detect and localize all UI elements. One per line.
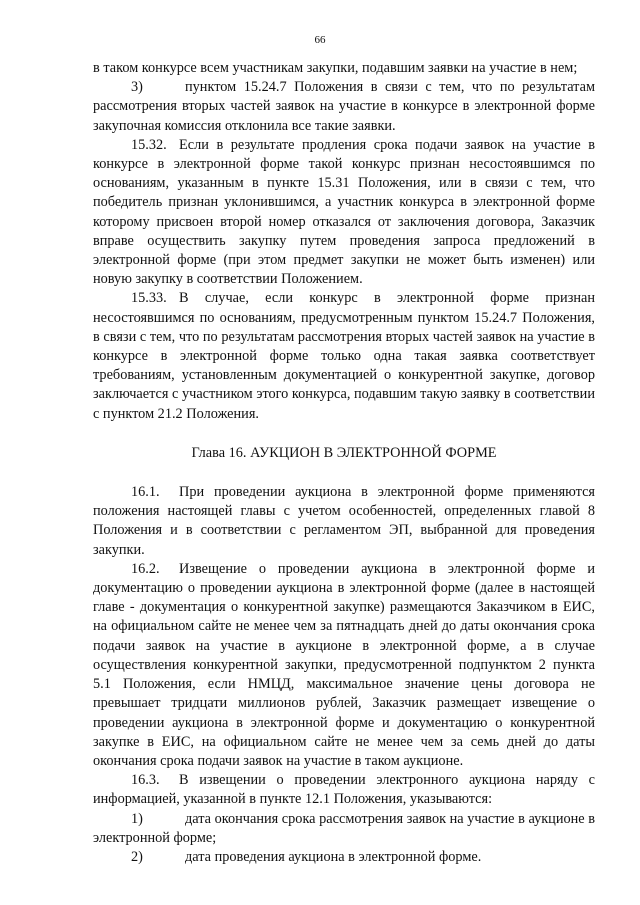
list-item-number: 1) xyxy=(131,810,143,827)
list-item-text: пунктом 15.24.7 Положения в связи с тем, что по результатам рассмотрения вторых частей заявок на участие в конкурсе в электронной форме закупочная комиссия отклонила все такие заявки. xyxy=(93,79,595,134)
paragraph-number: 16.3. xyxy=(131,772,160,789)
paragraph-number: 16.1. xyxy=(131,484,160,501)
paragraph-16-3 xyxy=(93,771,595,809)
paragraph-text: В извещении о проведении электронного аукциона наряду с информацией, указанной в пункте 12.1 Положения, указываются: xyxy=(93,772,595,808)
chapter-title: Глава 16. АУКЦИОН В ЭЛЕКТРОННОЙ ФОРМЕ xyxy=(191,444,497,461)
list-item-2 xyxy=(93,848,595,867)
paragraph-15-33 xyxy=(93,289,595,423)
paragraph-number: 15.33. xyxy=(131,290,167,307)
paragraph-text: При проведении аукциона в электронной форме применяются положения настоящей главы с учетом особенностей, определенных главой 8 Положения и в соответствии с регламентом ЭП, выбранной для проведения закупки. xyxy=(93,484,595,558)
paragraph-number: 16.2. xyxy=(131,560,160,577)
paragraph-15-32 xyxy=(93,136,595,290)
list-item-number: 2) xyxy=(131,848,143,865)
list-item-text: дата проведения аукциона в электронной форме. xyxy=(185,848,482,865)
paragraph-16-2 xyxy=(93,560,595,771)
list-item-1 xyxy=(93,810,595,848)
list-item-number: 3) xyxy=(131,79,143,96)
document-body xyxy=(93,59,595,867)
list-item-3 xyxy=(93,78,595,136)
paragraph-text: Извещение о проведении аукциона в электронной форме и документацию о проведении аукциона в электронной форме (далее в настоящей главе - документация о конкурентной закупке) размещаются Заказчиком в ЕИС, на официальном сайте не менее чем за пятнадцать дней до даты окончания срока подачи заявок на участие в аукционе в электронной форме, а в случае осуществления конкурентной закупки, предусмотренной подпунктом 2 пункта 5.1 Положения, если НМЦД, максимальное значение цены договора не превышает тридцати миллионов рублей, Заказчик размещает извещение о проведении аукциона в электронной форме и документацию о конкурентной закупке в ЕИС, на официальном сайте не менее чем за семь дней до даты окончания срока подачи заявок на участие в таком аукционе. xyxy=(93,560,595,769)
paragraph-text: Если в результате продления срока подачи заявок на участие в конкурсе в электронной форме такой конкурс признан несостоявшимся по основаниям, указанным в пункте 15.31 Положения, или в связи с тем, что победитель признан уклонившимся, а участник конкурса в электронной форме которому присвоен второй номер отказался от заключения договора, Заказчик вправе осуществить закупку путем проведения запроса предложений в электронной форме (при этом предмет закупки не может быть изменен) или новую закупку в соответствии Положением. xyxy=(93,136,595,288)
list-item-text: дата окончания срока рассмотрения заявок на участие в аукционе в электронной форме; xyxy=(93,810,595,846)
paragraph-text: В случае, если конкурс в электронной форме признан несостоявшимся по основаниям, предусмотренным пунктом 15.24.7 Положения, в связи с тем, что по результатам рассмотрения вторых частей заявок на участие в конкурсе в электронной форме только одна такая заявка соответствует требованиям, установленным документацией о конкурентной закупке, договор заключается с участником этого конкурса, подавшим такую заявку в соответствии с пунктом 21.2 Положения. xyxy=(93,290,595,422)
paragraph-continuation: в таком конкурсе всем участникам закупки, подавшим заявки на участие в нем; xyxy=(93,60,578,76)
page-number: 66 xyxy=(314,34,326,46)
paragraph-number: 15.32. xyxy=(131,136,167,153)
paragraph-16-1 xyxy=(93,483,595,560)
